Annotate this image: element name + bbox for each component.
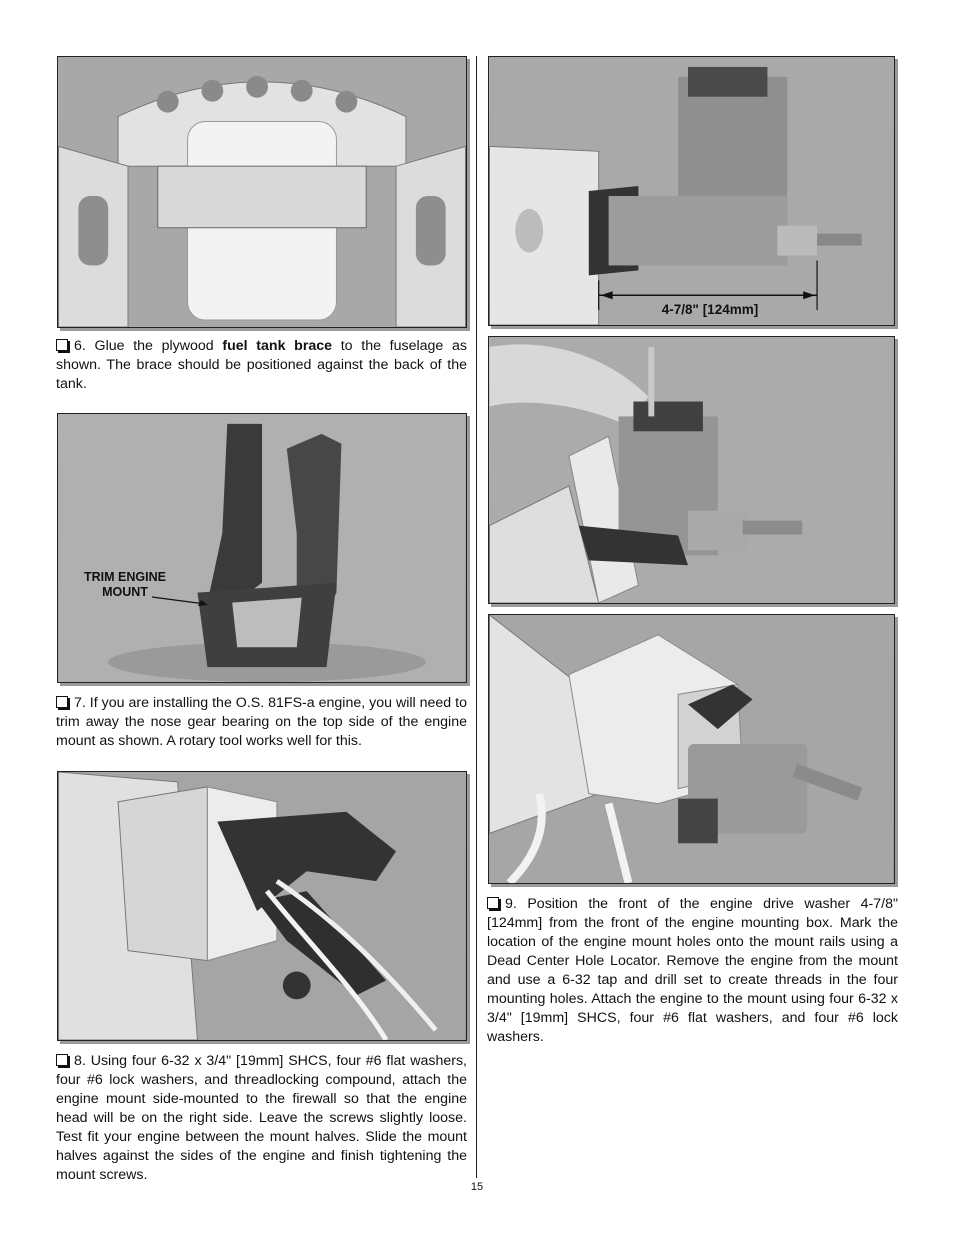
step-8-text: 8. Using four 6-32 x 3/4" [19mm] SHCS, four #6 flat washers, four #6 lock washers, and threadlocking compound, attach the engine mount side-mounted to the firewall so that the engine head will be on the right side. Leave the screws slightly loose. Test fit your engine between the mount halves. Slide the mount halves against the sides of the engine and finish tightening the mount screws. <box>56 1053 467 1183</box>
photo-mount-attached <box>57 771 467 1041</box>
checkbox-icon[interactable] <box>56 339 68 351</box>
step-6-text: 6. Glue the plywood fuel tank brace to the fuselage as shown. The brace should be positioned against the back of the tank. <box>56 338 468 392</box>
checkbox-icon[interactable] <box>487 897 499 909</box>
trim-engine-mount-label: TRIM ENGINE MOUNT <box>84 570 166 599</box>
step-9-text: 9. Position the front of the engine drive washer 4-7/8" [124mm] from the front of the engine mounting box. Mark the location of the engine mount holes onto the mount rails using a Dead Center Hole Locator. Remove the engine from the mount and use a 6-32 tap and drill set to create threads in the four mounting holes. Attach the engine to the mount using four 6-32 x 3/4" [19mm] SHCS, four #6 flat washers, and four #6 lock washers. <box>487 896 898 1045</box>
measurement-label: 4-7/8" [124mm] <box>661 302 759 317</box>
hole-locator-illustration <box>489 337 894 603</box>
checkbox-icon[interactable] <box>56 696 68 708</box>
photo-engine-mount <box>57 413 467 683</box>
checkbox-icon[interactable] <box>56 1054 68 1066</box>
callout-arrow-icon <box>150 593 212 609</box>
column-divider <box>476 56 477 1178</box>
mount-firewall-illustration <box>58 772 466 1040</box>
engine-installed-illustration <box>489 615 894 883</box>
engine-measurement-illustration <box>489 57 894 325</box>
page-number: 15 <box>470 1181 484 1193</box>
photo-engine-measurement <box>488 56 895 326</box>
step-7-text: 7. If you are installing the O.S. 81FS-a engine, you will need to trim away the nose gear bearing on the top side of the engine mount as shown. A rotary tool works well for this. <box>56 695 467 749</box>
photo-fuel-tank-brace <box>57 56 467 328</box>
photo-hole-locator <box>488 336 895 604</box>
engine-mount-illustration <box>58 414 466 682</box>
fuselage-tank-illustration <box>58 57 466 327</box>
photo-engine-installed <box>488 614 895 884</box>
